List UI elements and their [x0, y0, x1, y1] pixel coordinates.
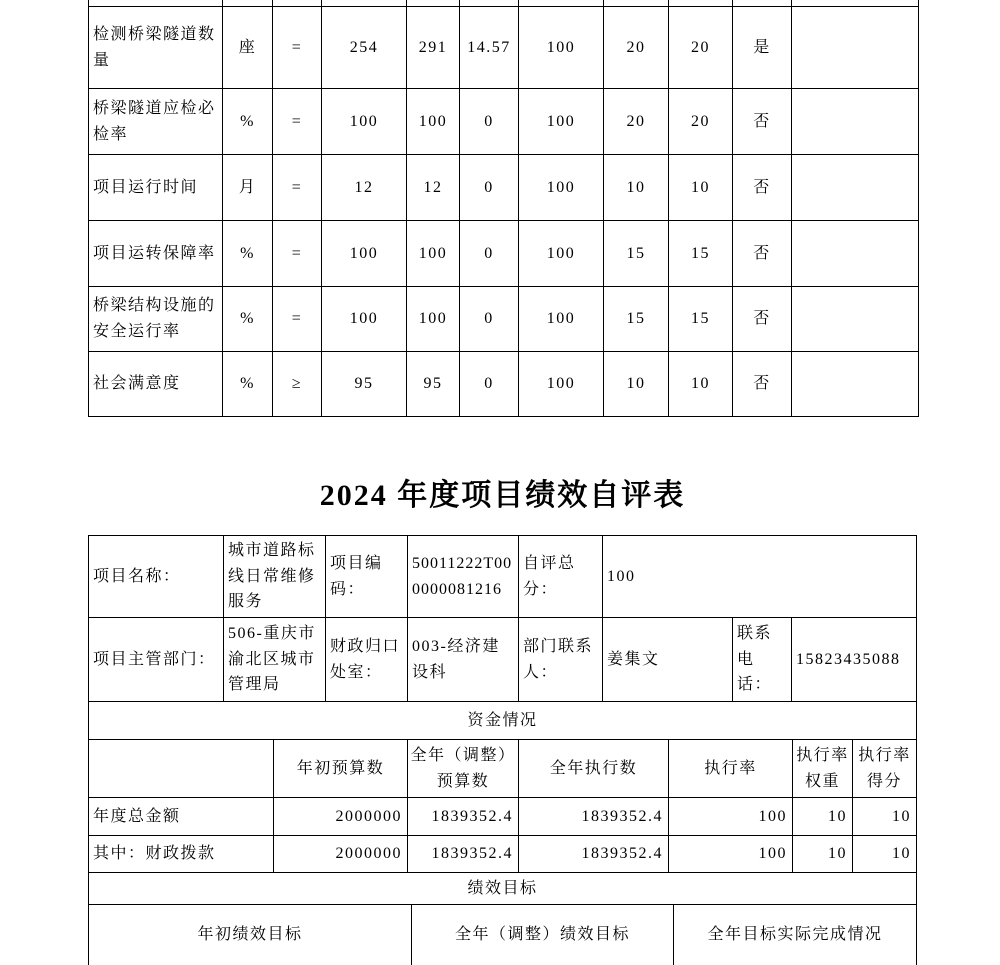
indicator-flag-cell: 否	[733, 287, 792, 352]
goals-header-initial: 年初绩效目标	[89, 905, 412, 965]
indicator-target-cell: 100	[322, 221, 407, 287]
funding-header-rate-score: 执行率得分	[853, 740, 917, 798]
funding-section-row	[88, 702, 917, 740]
funding-header-initial-budget: 年初预算数	[274, 740, 408, 798]
indicator-deviation-cell: 0	[460, 287, 519, 352]
finance-office-label: 财政归口处室：	[326, 618, 408, 702]
indicator-rate-cell: 100	[519, 352, 604, 417]
goals-header-actual: 全年目标实际完成情况	[674, 905, 917, 965]
indicator-actual-cell: 100	[407, 287, 460, 352]
indicator-weight-cell: 20	[604, 7, 669, 89]
indicator-weight-cell: 15	[604, 287, 669, 352]
indicator-deviation-cell: 14.57	[460, 7, 519, 89]
indicator-note-cell	[792, 155, 919, 221]
indicator-op-cell: =	[273, 221, 322, 287]
indicator-note-cell	[792, 89, 919, 155]
indicator-score-cell: 15	[669, 287, 733, 352]
self-score-value: 100	[603, 536, 917, 618]
indicator-name-cell: 检测桥梁隧道数量	[89, 7, 223, 89]
funding-initial-budget-cell: 2000000	[274, 836, 408, 873]
indicator-weight-cell: 20	[604, 89, 669, 155]
funding-header-rate: 执行率	[669, 740, 793, 798]
indicator-name-cell: 项目运转保障率	[89, 221, 223, 287]
funding-header-blank	[89, 740, 274, 798]
indicator-actual-cell: 100	[407, 221, 460, 287]
indicator-note-cell	[792, 352, 919, 417]
indicator-name-cell: 桥梁结构设施的安全运行率	[89, 287, 223, 352]
project-dept-row	[88, 618, 917, 702]
project-name-value: 城市道路标线日常维修服务	[224, 536, 326, 618]
funding-adjusted-budget-cell: 1839352.4	[408, 836, 519, 873]
indicator-flag-cell: 否	[733, 221, 792, 287]
phone-label: 联系电话：	[733, 618, 792, 702]
indicator-weight-cell: 10	[604, 155, 669, 221]
indicator-name-cell: 社会满意度	[89, 352, 223, 417]
indicator-deviation-cell: 0	[460, 221, 519, 287]
indicator-unit-cell: 月	[223, 155, 273, 221]
indicator-target-cell: 100	[322, 287, 407, 352]
indicator-name-cell: 桥梁隧道应检必检率	[89, 89, 223, 155]
indicator-row	[88, 352, 919, 417]
funding-header-rate-weight: 执行率权重	[793, 740, 853, 798]
project-code-label: 项目编码：	[326, 536, 408, 618]
indicator-deviation-cell: 0	[460, 155, 519, 221]
indicator-op-cell: =	[273, 287, 322, 352]
indicator-op-cell: ≥	[273, 352, 322, 417]
indicator-row-partial	[88, 0, 919, 7]
funding-header-executed: 全年执行数	[519, 740, 669, 798]
indicator-actual-cell: 12	[407, 155, 460, 221]
indicator-row	[88, 89, 919, 155]
indicator-flag-cell: 是	[733, 7, 792, 89]
indicator-score-cell: 10	[669, 352, 733, 417]
indicator-rate-cell: 100	[519, 7, 604, 89]
indicator-actual-cell: 291	[407, 7, 460, 89]
indicator-rate-cell: 100	[519, 89, 604, 155]
funding-header-adjusted-budget: 全年（调整）预算数	[408, 740, 519, 798]
project-name-label: 项目名称：	[89, 536, 224, 618]
indicator-table	[88, 0, 919, 417]
indicator-rate-cell: 100	[519, 155, 604, 221]
funding-executed-cell: 1839352.4	[519, 798, 669, 836]
indicator-op-cell: =	[273, 7, 322, 89]
funding-rate-cell: 100	[669, 798, 793, 836]
funding-adjusted-budget-cell: 1839352.4	[408, 798, 519, 836]
indicator-actual-cell: 95	[407, 352, 460, 417]
funding-row-fiscal	[88, 836, 917, 873]
indicator-target-cell: 254	[322, 7, 407, 89]
indicator-weight-cell: 15	[604, 221, 669, 287]
funding-section-title: 资金情况	[89, 702, 917, 740]
self-eval-table	[88, 535, 917, 965]
funding-score-cell: 10	[853, 836, 917, 873]
indicator-actual-cell: 100	[407, 89, 460, 155]
funding-rate-cell: 100	[669, 836, 793, 873]
indicator-flag-cell: 否	[733, 352, 792, 417]
dept-label: 项目主管部门：	[89, 618, 224, 702]
funding-initial-budget-cell: 2000000	[274, 798, 408, 836]
indicator-rate-cell: 100	[519, 287, 604, 352]
finance-office-value: 003-经济建设科	[408, 618, 519, 702]
indicator-row	[88, 221, 919, 287]
indicator-unit-cell: %	[223, 287, 273, 352]
indicator-rate-cell: 100	[519, 221, 604, 287]
funding-row-total	[88, 798, 917, 836]
dept-value: 506-重庆市渝北区城市管理局	[224, 618, 326, 702]
indicator-deviation-cell: 0	[460, 352, 519, 417]
goals-section-title: 绩效目标	[89, 873, 917, 905]
indicator-target-cell: 12	[322, 155, 407, 221]
indicator-unit-cell: %	[223, 352, 273, 417]
project-name-row	[88, 535, 917, 618]
indicator-note-cell	[792, 287, 919, 352]
phone-value: 15823435088	[792, 618, 917, 702]
funding-header-row	[88, 740, 917, 798]
page-title: 2024 年度项目绩效自评表	[319, 479, 686, 512]
funding-weight-cell: 10	[793, 798, 853, 836]
indicator-note-cell	[792, 7, 919, 89]
indicator-weight-cell: 10	[604, 352, 669, 417]
indicator-op-cell: =	[273, 89, 322, 155]
indicator-flag-cell: 否	[733, 89, 792, 155]
funding-score-cell: 10	[853, 798, 917, 836]
indicator-note-cell	[792, 221, 919, 287]
goals-header-row	[88, 905, 917, 965]
indicator-row	[88, 7, 919, 89]
goals-section-row	[88, 873, 917, 905]
funding-executed-cell: 1839352.4	[519, 836, 669, 873]
indicator-target-cell: 100	[322, 89, 407, 155]
indicator-score-cell: 10	[669, 155, 733, 221]
project-code-value: 50011222T000000081216	[408, 536, 519, 618]
funding-row-label: 年度总金额	[89, 798, 274, 836]
indicator-score-cell: 20	[669, 89, 733, 155]
funding-weight-cell: 10	[793, 836, 853, 873]
indicator-flag-cell: 否	[733, 155, 792, 221]
indicator-op-cell: =	[273, 155, 322, 221]
funding-row-label: 其中：财政拨款	[89, 836, 274, 873]
indicator-row	[88, 155, 919, 221]
self-score-label: 自评总分：	[519, 536, 603, 618]
indicator-row	[88, 287, 919, 352]
goals-header-adjusted: 全年（调整）绩效目标	[412, 905, 674, 965]
indicator-unit-cell: 座	[223, 7, 273, 89]
indicator-target-cell: 95	[322, 352, 407, 417]
indicator-unit-cell: %	[223, 89, 273, 155]
indicator-unit-cell: %	[223, 221, 273, 287]
indicator-score-cell: 20	[669, 7, 733, 89]
contact-label: 部门联系人：	[519, 618, 603, 702]
contact-value: 姜集文	[603, 618, 733, 702]
indicator-deviation-cell: 0	[460, 89, 519, 155]
indicator-name-cell: 项目运行时间	[89, 155, 223, 221]
indicator-score-cell: 15	[669, 221, 733, 287]
